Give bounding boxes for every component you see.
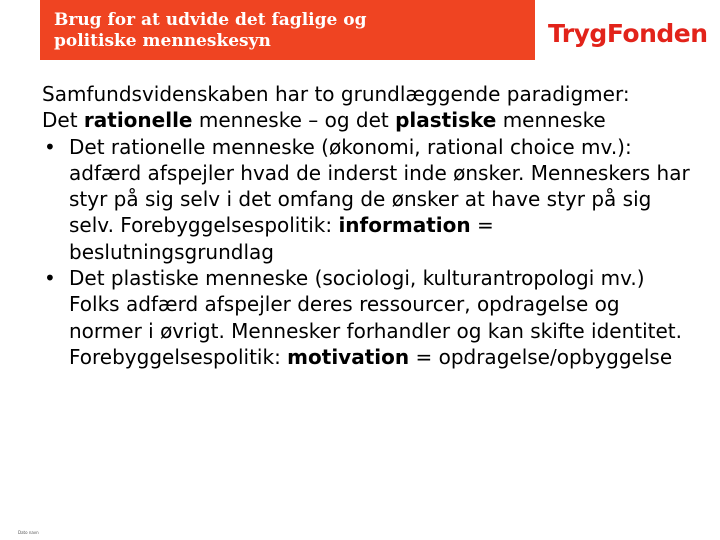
trygfonden-logo: TrygFonden <box>548 19 708 48</box>
paradigms-middle: menneske – og det <box>192 108 396 133</box>
paradigm-plastic-term: plastiske <box>395 108 497 133</box>
footer-date-name: Dato navn <box>18 530 39 535</box>
bullet-key-term: information <box>338 213 471 238</box>
paradigms-paragraph <box>42 107 692 133</box>
bullet-icon: • <box>44 134 56 159</box>
bullet-tail: = beslutningsgrundlag <box>69 213 494 264</box>
bullet-key-term: motivation <box>287 344 410 369</box>
bullet-rational-human <box>42 134 692 265</box>
bullet-text: Det plastiske menneske (sociologi, kulturantropologi mv.) Folks adfærd afspejler deres ressourcer, opdragelse og normer i øvrigt. Mennesker forhandler og kan skifte identitet. Forebyggelsespolitik: <box>69 266 682 369</box>
slide-body <box>42 81 692 370</box>
paradigms-suffix: menneske <box>496 108 606 133</box>
intro-paragraph: Samfundsvidenskaben har to grundlæggende paradigmer: <box>42 82 630 106</box>
bullet-tail: = opdragelse/opbyggelse <box>409 344 673 369</box>
paradigm-rational-term: rationelle <box>83 108 193 133</box>
bullet-icon: • <box>44 266 56 291</box>
slide-title: Brug for at udvide det faglige og politiske menneskesyn <box>54 10 367 51</box>
bullet-list <box>42 134 692 371</box>
paradigms-prefix: Det <box>42 108 84 133</box>
bullet-plastic-human <box>42 265 692 370</box>
header-bar <box>40 0 535 60</box>
bullet-text: Det rationelle menneske (økonomi, rational choice mv.): adfærd afspejler hvad de inderst inde ønsker. Menneskers har styr på sig selv i det omfang de ønsker at have styr på sig selv. Forebyggelsespolitik: <box>69 134 690 238</box>
